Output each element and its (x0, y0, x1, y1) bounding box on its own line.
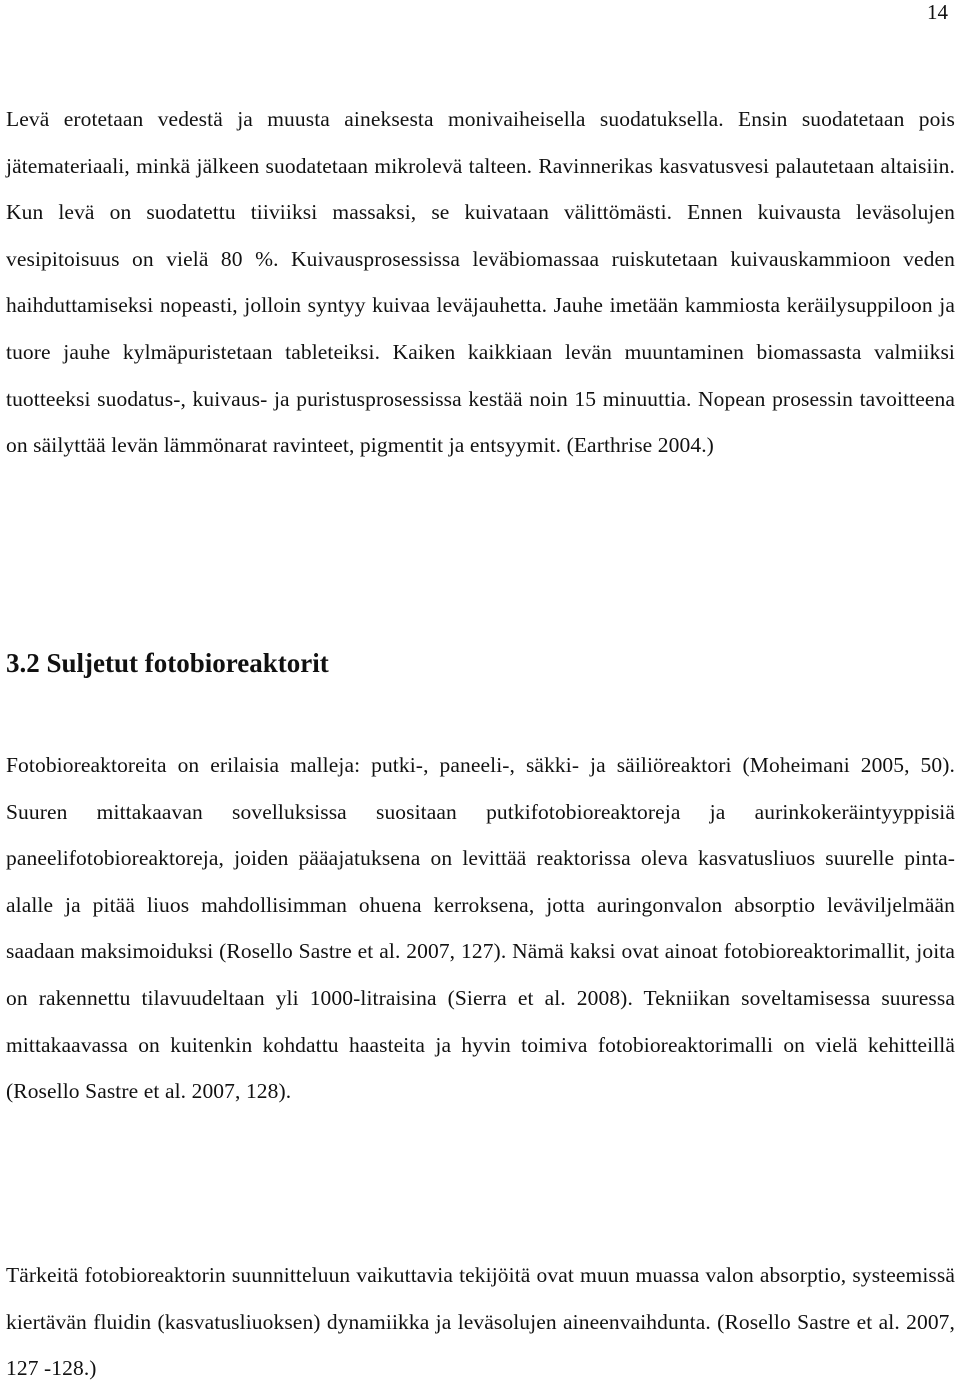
paragraph-design-factors: Tärkeitä fotobioreaktorin suunnitteluun vaikuttavia tekijöitä ovat muun muassa valon absorptio, systeemissä kiertävän fluidin (kasvatusliuoksen) dynamiikka ja leväsolujen aineenvaihdunta. (Rosello Sastre et al. 2007, 127 -128.) (6, 1263, 955, 1381)
section-heading: 3.2 Suljetut fotobioreaktorit (6, 648, 329, 678)
page-number: 14 (927, 0, 948, 24)
paragraph-algae-filtration: Levä erotetaan vedestä ja muusta aineksesta monivaiheisella suodatuksella. Ensin suodatetaan pois jätemateriaali, minkä jälkeen suodatetaan mikrolevä talteen. Ravinnerikas kasvatusvesi palautetaan altaisiin. Kun levä on suodatettu tiiviiksi massaksi, se kuivataan välittömästi. Ennen kuivausta leväsolujen vesipitoisuus on vielä 80 %. Kuivausprosessissa leväbiomassaa ruiskutetaan kuivauskammioon veden haihduttamiseksi nopeasti, jolloin syntyy kuivaa leväjauhetta. Jauhe imetään kammiosta keräilysuppiloon ja tuore jauhe kylmäpuristetaan tableteiksi. Kaiken kaikkiaan levän muuntaminen biomassasta valmiiksi tuotteeksi suodatus-, kuivaus- ja puristusprosessissa kestää noin 15 minuuttia. Nopean prosessin tavoitteena on säilyttää levän lämmönarat ravinteet, pigmentit ja entsyymit. (Earthrise 2004.) (6, 107, 955, 458)
paragraph-photobioreactor-types: Fotobioreaktoreita on erilaisia malleja: putki-, paneeli-, säkki- ja säiliöreaktori (Moheimani 2005, 50). Suuren mittakaavan sovelluksissa suositaan putkifotobioreaktoreja ja aurinkokeräintyyppisiä paneelifotobioreaktoreja, joiden pääajatuksena on levittää reaktorissa oleva kasvatusliuos suurelle pinta-alalle ja pitää liuos mahdollisimman ohuena kerroksena, jotta auringonvalon absorptio leväviljelmään saadaan maksimoiduksi (Rosello Sastre et al. 2007, 127). Nämä kaksi ovat ainoat fotobioreaktorimallit, joita on rakennettu tilavuudeltaan yli 1000-litraisina (Sierra et al. 2008). Tekniikan soveltamisessa suuressa mittakaavassa on kuitenkin kohdattu haasteita ja hyvin toimiva fotobioreaktorimalli on vielä kehitteillä (Rosello Sastre et al. 2007, 128). (6, 753, 955, 1104)
